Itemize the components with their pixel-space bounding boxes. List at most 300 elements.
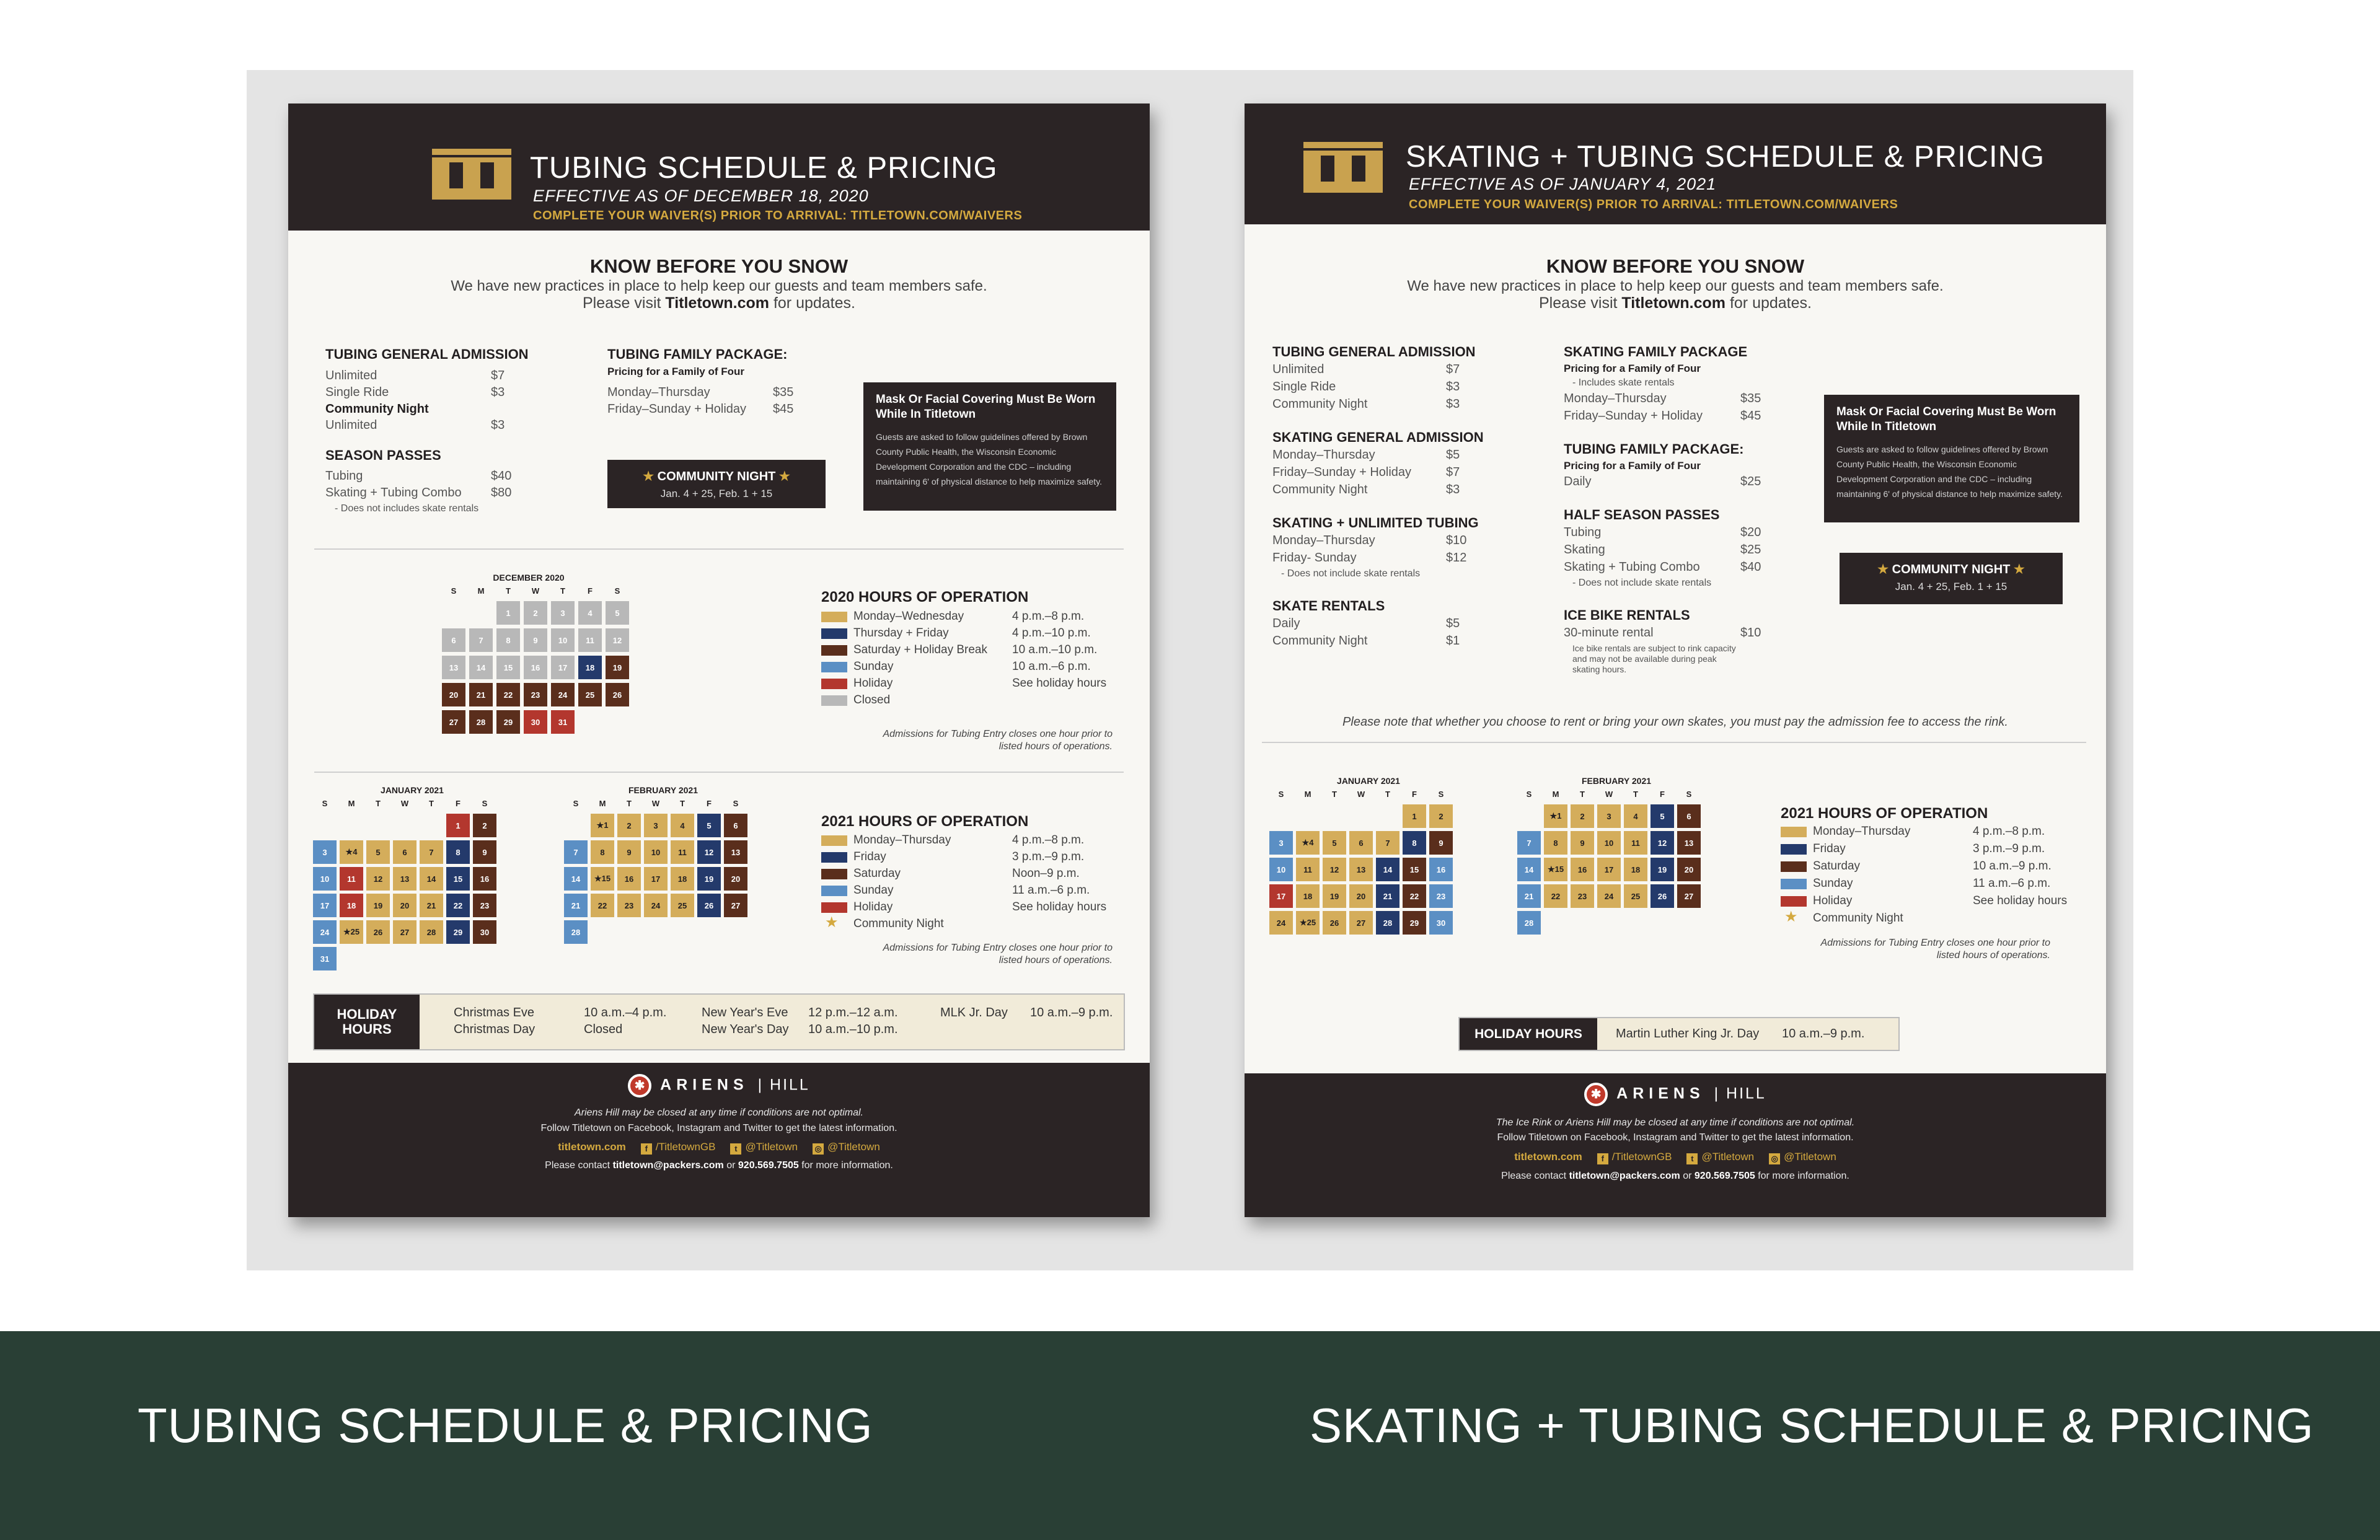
mask-notice-title: Mask Or Facial Covering Must Be Worn While In Titletown bbox=[876, 393, 1096, 421]
price-label: Single Ride bbox=[1272, 380, 1336, 394]
section-heading: SKATE RENTALS bbox=[1272, 598, 1385, 614]
calendar-day: 21 bbox=[564, 894, 588, 917]
facebook-icon: f bbox=[1597, 1153, 1608, 1164]
calendar-day: 9 bbox=[473, 840, 496, 864]
effective-date: EFFECTIVE AS OF JANUARY 4, 2021 bbox=[1409, 175, 1717, 193]
hours-legend-2020 bbox=[821, 610, 1125, 721]
holiday-time: 10 a.m.–9 p.m. bbox=[1782, 1027, 1865, 1041]
section-heading: TUBING GENERAL ADMISSION bbox=[1272, 344, 1476, 359]
calendar-day: 7 bbox=[469, 628, 493, 652]
weekday-label: S bbox=[733, 799, 739, 808]
calendar-day: 16 bbox=[1571, 858, 1594, 881]
legend-label: Friday bbox=[1813, 842, 1846, 855]
admission-note: Admissions for Tubing Entry closes one hour prior to listed hours of operations. bbox=[883, 729, 1113, 752]
twitter-link[interactable]: @Titletown bbox=[745, 1141, 798, 1153]
flyer-title: TUBING SCHEDULE & PRICING bbox=[530, 151, 998, 185]
price-value: $80 bbox=[491, 486, 512, 499]
calendar-january-2021 bbox=[1269, 776, 1468, 1024]
weekday-label: T bbox=[1332, 790, 1337, 799]
price-label: Skating bbox=[1564, 543, 1605, 557]
community-night-dates: Jan. 4 + 25, Feb. 1 + 15 bbox=[660, 488, 773, 499]
calendar-day: 31 bbox=[551, 710, 575, 734]
calendar-day: 21 bbox=[1517, 884, 1541, 908]
know-text: We have new practices in place to help keep our guests and team members safe. bbox=[451, 278, 987, 294]
calendar-day: 17 bbox=[313, 894, 337, 917]
calendar-day: 9 bbox=[524, 628, 547, 652]
facebook-link[interactable]: /TitletownGB bbox=[655, 1141, 716, 1153]
calendar-day: 13 bbox=[1677, 831, 1701, 855]
weekday-label: M bbox=[1552, 790, 1559, 799]
weekday-label: S bbox=[482, 799, 488, 808]
weekday-label: S bbox=[1278, 790, 1284, 799]
calendar-title: JANUARY 2021 bbox=[1337, 776, 1400, 786]
legend-time: 10 a.m.–10 p.m. bbox=[1012, 643, 1098, 656]
calendar-day: 20 bbox=[442, 683, 465, 706]
calendar-day: 21 bbox=[1376, 884, 1399, 908]
calendar-day: 17 bbox=[1269, 884, 1293, 908]
legend-label: Saturday bbox=[853, 867, 901, 880]
community-night-box bbox=[607, 460, 826, 508]
price-note: - Does not include skate rentals bbox=[1572, 578, 1712, 588]
star-icon: ★ bbox=[1877, 563, 1889, 576]
calendar-title: FEBRUARY 2021 bbox=[628, 785, 699, 795]
calendar-day: 22 bbox=[446, 894, 470, 917]
calendar-day: 6 bbox=[1349, 831, 1373, 855]
calendar-day: 18 bbox=[340, 894, 363, 917]
legend-swatch bbox=[821, 679, 847, 689]
calendar-day: 2 bbox=[1429, 804, 1453, 828]
flyer-title: SKATING + TUBING SCHEDULE & PRICING bbox=[1406, 140, 2045, 174]
holiday-time: Closed bbox=[584, 1023, 623, 1036]
star-icon: ★ bbox=[643, 470, 654, 483]
calendar-day: 5 bbox=[606, 601, 629, 625]
calendar-day: 19 bbox=[366, 894, 390, 917]
mask-notice bbox=[863, 382, 1116, 511]
calendar-day: 18 bbox=[578, 656, 602, 679]
know-heading: KNOW BEFORE YOU SNOW bbox=[1546, 255, 1805, 277]
weekday-label: M bbox=[599, 799, 606, 808]
legend-time: See holiday hours bbox=[1012, 677, 1107, 690]
legend-label: Sunday bbox=[853, 884, 894, 897]
price-label: Community Night bbox=[1272, 634, 1368, 648]
weekday-label: M bbox=[477, 586, 485, 596]
price-note: - Does not include skate rentals bbox=[1281, 568, 1421, 579]
calendar-day: 17 bbox=[551, 656, 575, 679]
legend-label: Holiday bbox=[853, 900, 893, 913]
price-label: Skating + Tubing Combo bbox=[1564, 560, 1700, 574]
calendar-day: 28 bbox=[420, 920, 443, 944]
weekday-label: T bbox=[429, 799, 434, 808]
calendar-day: 29 bbox=[446, 920, 470, 944]
holiday-name: Martin Luther King Jr. Day bbox=[1616, 1027, 1760, 1041]
calendar-day: ★1 bbox=[1544, 804, 1567, 828]
admission-note: Admissions for Tubing Entry closes one hour prior to listed hours of operations. bbox=[1820, 938, 2050, 961]
legend-swatch bbox=[821, 869, 847, 879]
mask-notice-body: Guests are asked to follow guidelines offered by Brown County Public Health, the Wisconsin Economic Development Corporation and the CDC – including maintaining 6' of physical distance to help maximize safety. bbox=[876, 432, 1103, 486]
calendar-day: 23 bbox=[1429, 884, 1453, 908]
calendar-day: 14 bbox=[1376, 858, 1399, 881]
calendar-day: 9 bbox=[1429, 831, 1453, 855]
weekday-label: S bbox=[322, 799, 328, 808]
community-night-title: ★ COMMUNITY NIGHT ★ bbox=[1877, 563, 2025, 576]
calendar-day: 14 bbox=[564, 867, 588, 891]
calendar-day: 23 bbox=[1571, 884, 1594, 908]
twitter-link[interactable]: @Titletown bbox=[1701, 1151, 1755, 1163]
calendar-day: 16 bbox=[524, 656, 547, 679]
calendar-day: 3 bbox=[644, 814, 668, 837]
divider bbox=[314, 772, 1124, 773]
calendar-day: 28 bbox=[564, 920, 588, 944]
footer-social: titletown.com f /TitletownGB t @Titletown ◎ @Titletown bbox=[1514, 1151, 1836, 1163]
star-icon: ★ bbox=[1784, 909, 1798, 925]
know-text: We have new practices in place to help keep our guests and team members safe. bbox=[1407, 278, 1944, 294]
price-value: $25 bbox=[1740, 475, 1761, 488]
community-night-box bbox=[1840, 553, 2063, 604]
legend-swatch bbox=[821, 835, 847, 846]
calendar-day: 19 bbox=[1323, 884, 1346, 908]
calendar-title: JANUARY 2021 bbox=[381, 785, 444, 795]
calendar-day: 11 bbox=[578, 628, 602, 652]
holiday-name: New Year's Day bbox=[702, 1023, 789, 1036]
price-label: Monday–Thursday bbox=[1564, 392, 1667, 405]
section-heading: SKATING + UNLIMITED TUBING bbox=[1272, 515, 1479, 530]
calendar-day: 7 bbox=[1517, 831, 1541, 855]
calendar-day: 16 bbox=[1429, 858, 1453, 881]
legend-label: Monday–Thursday bbox=[853, 834, 951, 847]
holiday-hours-label: HOLIDAY HOURS bbox=[1460, 1018, 1597, 1050]
price-value: $1 bbox=[1446, 634, 1460, 648]
star-icon: ★ bbox=[2013, 563, 2025, 576]
price-value: $3 bbox=[1446, 483, 1460, 496]
calendar-day: 6 bbox=[393, 840, 416, 864]
hours-heading: 2021 HOURS OF OPERATION bbox=[1781, 805, 1988, 822]
price-value: $5 bbox=[1446, 448, 1460, 462]
section-heading: SKATING GENERAL ADMISSION bbox=[1272, 429, 1484, 445]
weekday-label: F bbox=[1660, 790, 1665, 799]
calendar-day: 5 bbox=[697, 814, 721, 837]
titletown-logo-icon bbox=[432, 149, 511, 200]
calendar-day: 12 bbox=[366, 867, 390, 891]
legend-time: 3 p.m.–9 p.m. bbox=[1012, 850, 1085, 863]
calendar-day: 2 bbox=[1571, 804, 1594, 828]
legend-swatch bbox=[821, 662, 847, 672]
mask-notice-title: Mask Or Facial Covering Must Be Worn While In Titletown bbox=[1836, 405, 2056, 433]
legend-swatch bbox=[1781, 861, 1807, 872]
calendar-february-2021 bbox=[1517, 776, 1716, 999]
calendar-day: 15 bbox=[446, 867, 470, 891]
price-label: Community Night bbox=[325, 402, 429, 416]
section-heading: TUBING FAMILY PACKAGE: bbox=[1564, 441, 1744, 457]
legend-time: 10 a.m.–6 p.m. bbox=[1012, 660, 1091, 673]
rental-notice: Please note that whether you choose to rent or bring your own skates, you must pay the admission fee to access the rink. bbox=[1342, 715, 2008, 729]
weekday-label: F bbox=[456, 799, 461, 808]
price-label: Monday–Thursday bbox=[607, 385, 710, 399]
instagram-link[interactable]: @Titletown bbox=[1784, 1151, 1836, 1163]
calendar-day: 25 bbox=[671, 894, 694, 917]
community-night-title: ★ COMMUNITY NIGHT ★ bbox=[643, 470, 790, 483]
instagram-icon: ◎ bbox=[1769, 1153, 1780, 1164]
calendar-day: 3 bbox=[1597, 804, 1621, 828]
calendar-day: 12 bbox=[1323, 858, 1346, 881]
section-subheading: Pricing for a Family of Four bbox=[607, 366, 745, 377]
footer-text: The Ice Rink or Ariens Hill may be closed at any time if conditions are not optimal. bbox=[1496, 1117, 1855, 1128]
holiday-name: New Year's Eve bbox=[702, 1006, 788, 1019]
footer-text: Ariens Hill may be closed at any time if conditions are not optimal. bbox=[575, 1107, 863, 1118]
weekday-label: W bbox=[531, 586, 540, 596]
holiday-time: 12 p.m.–12 a.m. bbox=[808, 1006, 898, 1019]
weekday-label: W bbox=[651, 799, 660, 808]
know-visit-text: Please visit Titletown.com for updates. bbox=[1539, 294, 1812, 312]
holiday-hours-bar bbox=[313, 993, 1125, 1050]
price-value: $35 bbox=[773, 385, 794, 399]
weekday-label: F bbox=[707, 799, 712, 808]
section-heading: ICE BIKE RENTALS bbox=[1564, 607, 1690, 623]
weekday-label: T bbox=[1385, 790, 1390, 799]
section-heading: SKATING FAMILY PACKAGE bbox=[1564, 344, 1748, 359]
price-value: $35 bbox=[1740, 392, 1761, 405]
instagram-icon: ◎ bbox=[813, 1143, 824, 1155]
calendar-day: 12 bbox=[606, 628, 629, 652]
calendar-day: 24 bbox=[1269, 911, 1293, 935]
calendar-day: 3 bbox=[1269, 831, 1293, 855]
calendar-day: 21 bbox=[420, 894, 443, 917]
calendar-day: 17 bbox=[644, 867, 668, 891]
calendar-day: 28 bbox=[1517, 911, 1541, 935]
calendar-day: ★25 bbox=[1296, 911, 1320, 935]
calendar-day: 1 bbox=[496, 601, 520, 625]
calendar-day: 23 bbox=[473, 894, 496, 917]
know-visit-text: Please visit Titletown.com for updates. bbox=[583, 294, 855, 312]
calendar-day: 14 bbox=[469, 656, 493, 679]
price-note: Ice bike rentals are subject to rink capacity and may not be available during peak skating hours. bbox=[1572, 643, 1736, 674]
calendar-day: 1 bbox=[446, 814, 470, 837]
price-label: Tubing bbox=[325, 469, 363, 483]
price-value: $40 bbox=[1740, 560, 1761, 574]
calendar-day: 19 bbox=[697, 867, 721, 891]
price-value: $3 bbox=[1446, 397, 1460, 411]
legend-time: See holiday hours bbox=[1012, 900, 1107, 913]
price-value: $7 bbox=[491, 369, 505, 382]
hours-legend-2021 bbox=[821, 834, 1125, 945]
price-value: $45 bbox=[773, 402, 794, 416]
calendar-day: 8 bbox=[446, 840, 470, 864]
hours-heading: 2021 HOURS OF OPERATION bbox=[821, 813, 1029, 830]
calendar-day: 26 bbox=[606, 683, 629, 706]
calendar-day: 10 bbox=[313, 867, 337, 891]
price-value: $3 bbox=[491, 385, 505, 399]
weekday-label: F bbox=[1412, 790, 1417, 799]
holiday-time: 10 a.m.–10 p.m. bbox=[808, 1023, 898, 1036]
legend-label: Thursday + Friday bbox=[853, 627, 949, 640]
calendar-day: 12 bbox=[1651, 831, 1674, 855]
calendar-day: 7 bbox=[564, 840, 588, 864]
admission-note: Admissions for Tubing Entry closes one hour prior to listed hours of operations. bbox=[883, 943, 1113, 966]
calendar-day: 8 bbox=[1544, 831, 1567, 855]
ariens-hill-logo: ✱ ARIENS | HILL bbox=[288, 1074, 1150, 1098]
calendar-title: DECEMBER 2020 bbox=[493, 573, 565, 583]
calendar-day: 9 bbox=[617, 840, 641, 864]
legend-label: Sunday bbox=[853, 660, 894, 673]
calendar-day: 29 bbox=[496, 710, 520, 734]
legend-time: 11 a.m.–6 p.m. bbox=[1012, 884, 1090, 897]
weekday-label: T bbox=[627, 799, 632, 808]
effective-date: EFFECTIVE AS OF DECEMBER 18, 2020 bbox=[533, 187, 869, 205]
price-value: $10 bbox=[1740, 626, 1761, 640]
footer-text: Follow Titletown on Facebook, Instagram and Twitter to get the latest information. bbox=[1497, 1132, 1854, 1143]
legend-label: Sunday bbox=[1813, 877, 1853, 890]
holiday-time: 10 a.m.–9 p.m. bbox=[1030, 1006, 1113, 1019]
calendar-day: 17 bbox=[1597, 858, 1621, 881]
calendar-day: 24 bbox=[644, 894, 668, 917]
price-value: $20 bbox=[1740, 526, 1761, 539]
weekday-label: S bbox=[451, 586, 457, 596]
footer-contact: Please contact titletown@packers.com or 920.569.7505 for more information. bbox=[1501, 1171, 1849, 1181]
calendar-day: ★15 bbox=[1544, 858, 1567, 881]
price-value: $45 bbox=[1740, 409, 1761, 423]
legend-swatch bbox=[821, 902, 847, 913]
calendar-day: 6 bbox=[1677, 804, 1701, 828]
waiver-note: COMPLETE YOUR WAIVER(S) PRIOR TO ARRIVAL: TITLETOWN.COM/WAIVERS bbox=[1409, 198, 1898, 211]
price-label: Monday–Thursday bbox=[1272, 448, 1375, 462]
legend-label: Monday–Thursday bbox=[1813, 825, 1911, 838]
divider bbox=[314, 548, 1124, 550]
instagram-link[interactable]: @Titletown bbox=[827, 1141, 880, 1153]
calendar-day: 28 bbox=[469, 710, 493, 734]
legend-time: See holiday hours bbox=[1973, 894, 2068, 907]
price-label: Monday–Thursday bbox=[1272, 534, 1375, 547]
legend-label: Community Night bbox=[1813, 912, 1903, 925]
calendar-day: 11 bbox=[1624, 831, 1647, 855]
price-value: $3 bbox=[491, 418, 505, 432]
holiday-time: 10 a.m.–4 p.m. bbox=[584, 1006, 667, 1019]
calendar-day: 20 bbox=[1349, 884, 1373, 908]
calendar-day: ★15 bbox=[591, 867, 614, 891]
calendar-day: 22 bbox=[1544, 884, 1567, 908]
legend-time: 11 a.m.–6 p.m. bbox=[1973, 877, 2051, 890]
weekday-label: T bbox=[1633, 790, 1638, 799]
calendar-day: 15 bbox=[496, 656, 520, 679]
calendar-day: ★25 bbox=[340, 920, 363, 944]
legend-swatch bbox=[1781, 827, 1807, 837]
legend-time: 4 p.m.–10 p.m. bbox=[1012, 627, 1091, 640]
ariens-gear-icon: ✱ bbox=[628, 1074, 651, 1098]
calendar-day: 25 bbox=[1624, 884, 1647, 908]
weekday-label: T bbox=[680, 799, 685, 808]
calendar-day: 13 bbox=[724, 840, 747, 864]
calendar-day: 7 bbox=[1376, 831, 1399, 855]
weekday-label: S bbox=[1438, 790, 1444, 799]
price-label: Friday- Sunday bbox=[1272, 551, 1357, 565]
weekday-label: W bbox=[1605, 790, 1613, 799]
calendar-day: 31 bbox=[313, 947, 337, 970]
price-note: - Does not includes skate rentals bbox=[335, 503, 479, 514]
weekday-label: S bbox=[573, 799, 579, 808]
calendar-day: ★4 bbox=[1296, 831, 1320, 855]
calendar-day: 27 bbox=[1677, 884, 1701, 908]
calendar-day: 28 bbox=[1376, 911, 1399, 935]
caption-right: SKATING + TUBING SCHEDULE & PRICING bbox=[1310, 1398, 2314, 1453]
calendar-day: 22 bbox=[1403, 884, 1426, 908]
calendar-day: 27 bbox=[393, 920, 416, 944]
calendar-day: 2 bbox=[473, 814, 496, 837]
calendar-day: 23 bbox=[524, 683, 547, 706]
calendar-day: 13 bbox=[393, 867, 416, 891]
calendar-day: 15 bbox=[1403, 858, 1426, 881]
legend-label: Saturday + Holiday Break bbox=[853, 643, 987, 656]
price-label: Daily bbox=[1564, 475, 1592, 488]
calendar-day: 18 bbox=[1624, 858, 1647, 881]
legend-label: Monday–Wednesday bbox=[853, 610, 964, 623]
legend-swatch bbox=[821, 695, 847, 706]
calendar-day: 11 bbox=[1296, 858, 1320, 881]
legend-label: Friday bbox=[853, 850, 886, 863]
calendar-day: 7 bbox=[420, 840, 443, 864]
calendar-day: 30 bbox=[1429, 911, 1453, 935]
holiday-name: Christmas Eve bbox=[454, 1006, 535, 1019]
legend-time: 4 p.m.–8 p.m. bbox=[1012, 834, 1085, 847]
calendar-day: 2 bbox=[524, 601, 547, 625]
skating-tubing-flyer bbox=[1245, 103, 2106, 1217]
calendar-day: 13 bbox=[1349, 858, 1373, 881]
legend-swatch bbox=[1781, 879, 1807, 889]
facebook-link[interactable]: /TitletownGB bbox=[1611, 1151, 1672, 1163]
calendar-day: 19 bbox=[1651, 858, 1674, 881]
calendar-day: 10 bbox=[551, 628, 575, 652]
calendar-day: 6 bbox=[442, 628, 465, 652]
section-heading: TUBING GENERAL ADMISSION bbox=[325, 346, 529, 362]
ariens-gear-icon: ✱ bbox=[1584, 1083, 1608, 1106]
calendar-day: 10 bbox=[1597, 831, 1621, 855]
calendar-february-2021 bbox=[564, 785, 762, 1008]
holiday-hours-bar bbox=[1458, 1017, 1900, 1051]
holiday-hours-label: HOLIDAY HOURS bbox=[314, 995, 420, 1049]
calendar-day: 1 bbox=[1403, 804, 1426, 828]
ariens-hill-logo: ✱ ARIENS | HILL bbox=[1245, 1083, 2106, 1106]
footer-social: titletown.com f /TitletownGB t @Titletown ◎ @Titletown bbox=[558, 1141, 880, 1153]
caption-left: TUBING SCHEDULE & PRICING bbox=[138, 1398, 873, 1453]
legend-swatch bbox=[821, 612, 847, 622]
price-label: Skating + Tubing Combo bbox=[325, 486, 462, 499]
calendar-day: 16 bbox=[617, 867, 641, 891]
mask-notice bbox=[1824, 395, 2079, 522]
footer-contact: Please contact titletown@packers.com or 920.569.7505 for more information. bbox=[545, 1160, 893, 1171]
weekday-label: S bbox=[614, 586, 620, 596]
calendar-day: 3 bbox=[551, 601, 575, 625]
calendar-day: 14 bbox=[1517, 858, 1541, 881]
section-subheading: Pricing for a Family of Four bbox=[1564, 460, 1701, 472]
calendar-day: 8 bbox=[1403, 831, 1426, 855]
calendar-day: ★4 bbox=[340, 840, 363, 864]
price-label: 30-minute rental bbox=[1564, 626, 1654, 640]
calendar-day: 14 bbox=[420, 867, 443, 891]
calendar-day: 8 bbox=[591, 840, 614, 864]
price-label: Friday–Sunday + Holiday bbox=[607, 402, 747, 416]
calendar-day: 21 bbox=[469, 683, 493, 706]
legend-time: 4 p.m.–8 p.m. bbox=[1973, 825, 2045, 838]
legend-swatch bbox=[821, 628, 847, 639]
calendar-day: 4 bbox=[578, 601, 602, 625]
section-heading: HALF SEASON PASSES bbox=[1564, 507, 1720, 522]
hours-heading: 2020 HOURS OF OPERATION bbox=[821, 589, 1029, 605]
calendar-day: 20 bbox=[393, 894, 416, 917]
calendar-day: 29 bbox=[1403, 911, 1426, 935]
price-value: $12 bbox=[1446, 551, 1467, 565]
mask-notice-body: Guests are asked to follow guidelines offered by Brown County Public Health, the Wisconsin Economic Development Corporation and the CDC – including maintaining 6' of physical distance to help maximize safety. bbox=[1836, 444, 2063, 499]
weekday-label: T bbox=[376, 799, 381, 808]
legend-label: Saturday bbox=[1813, 860, 1861, 873]
calendar-day: 13 bbox=[442, 656, 465, 679]
calendar-day: 30 bbox=[524, 710, 547, 734]
